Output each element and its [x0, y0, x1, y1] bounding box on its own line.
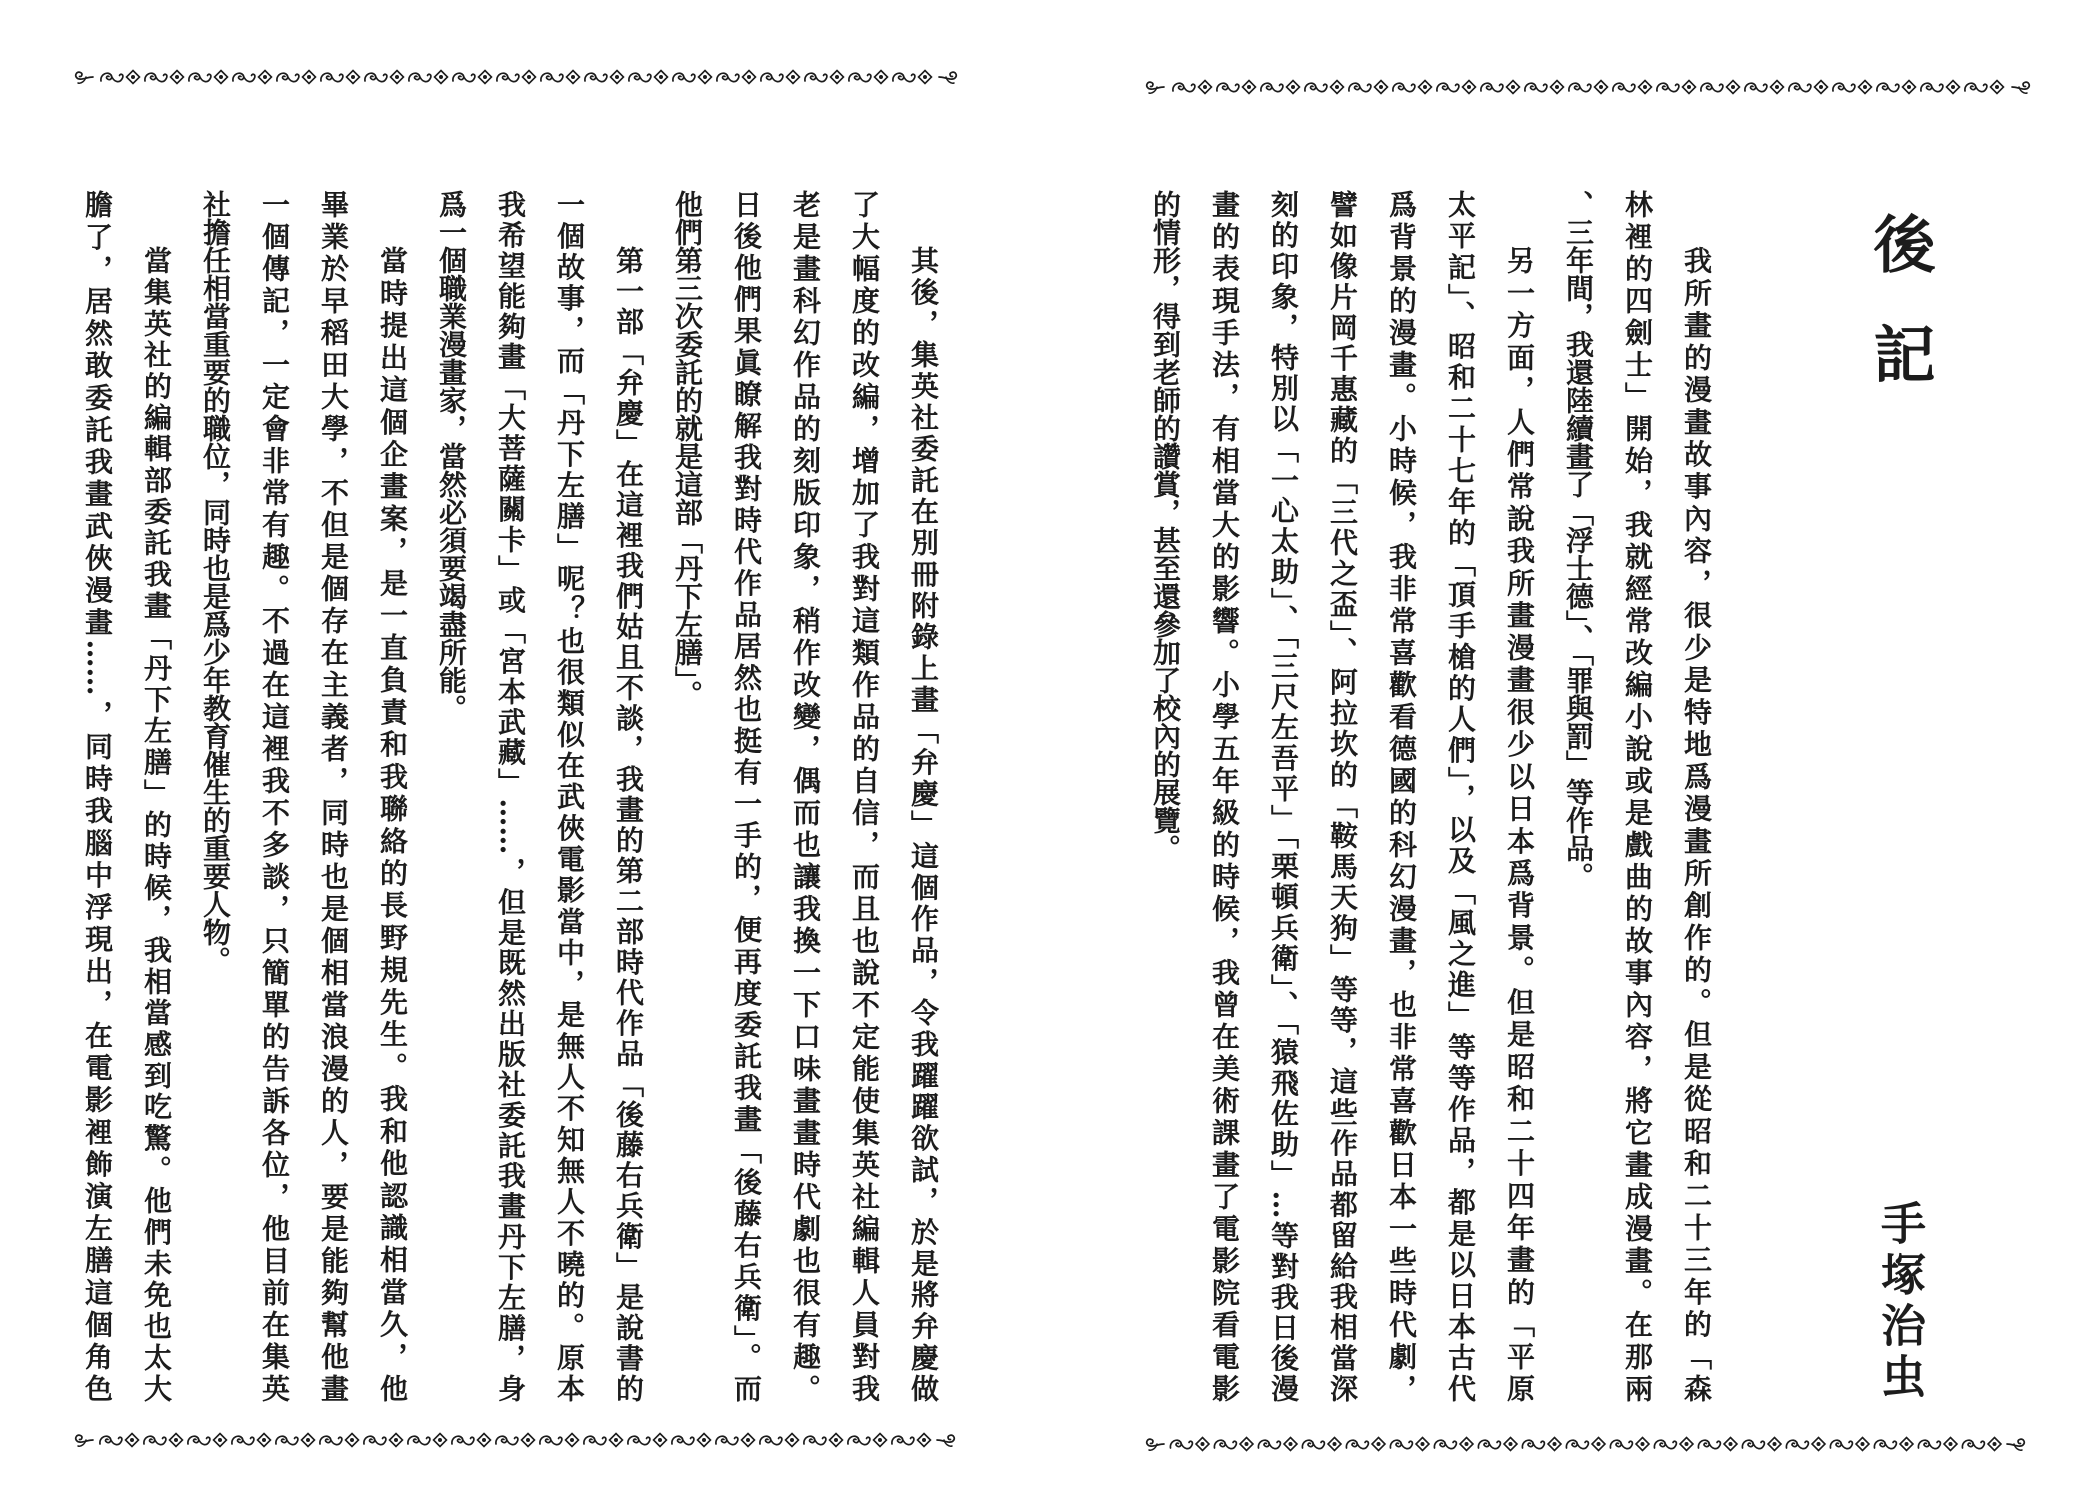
text-line: 爲背景的漫畫。小時候，我非常喜歡看德國的科幻漫畫，也非常喜歡日本一些時代劇， [1385, 190, 1418, 1402]
text-line: 一個傳記，一定會非常有趣。不過在這裡我不多談，只簡單的告訴各位，他目前在集英 [258, 190, 291, 1402]
text-line: 畫的表現手法，有相當大的影響。小學五年級的時候，我曾在美術課畫了電影院看電影 [1208, 190, 1241, 1402]
text-line: 日後他們果眞瞭解我對時代作品居然也挺有一手的，便再度委託我畫「後藤右兵衛」。而 [730, 190, 763, 1402]
text-line: 林裡的四劍士」開始，我就經常改編小說或是戲曲的故事內容，將它畫成漫畫。在那兩 [1621, 190, 1654, 1402]
paragraph [68, 190, 186, 1402]
text-line: 第一部「弁慶」在這裡我們姑且不談，我畫的第二部時代作品「後藤右兵衛」是說書的 [612, 246, 645, 1402]
text-line: 當集英社的編輯部委託我畫「丹下左膳」的時候，我相當感到吃驚。他們未免也太大 [140, 246, 173, 1402]
paragraph [658, 190, 953, 1402]
text-line: 一個故事，而「丹下左膳」呢？也很類似在武俠電影當中，是無人不知無人不曉的。原本 [553, 190, 586, 1402]
bottom-ornament-border [1143, 1433, 2028, 1455]
text-line: 其後，集英社委託在別冊附錄上畫「弁慶」這個作品，令我躍躍欲試，於是將弁慶做 [907, 246, 940, 1402]
paragraph [1136, 190, 1549, 1402]
right-page [1040, 0, 2081, 1500]
text-line: 刻的印象，特別以「一心太助」、「三尺左吾平」「栗頓兵衛」、「猿飛佐助」…等對我日後漫 [1267, 190, 1300, 1402]
text-line: 當時提出這個企畫案，是一直負責和我聯絡的長野規先生。我和他認識相當久，他 [376, 246, 409, 1402]
text-line: 太平記」、昭和二十七年的「頂手槍的人們」，以及「風之進」等等作品，都是以日本古代 [1444, 190, 1477, 1402]
text-line: 膽了，居然敢委託我畫武俠漫畫……，同時我腦中浮現出，在電影裡飾演左膳這個角色 [81, 190, 114, 1402]
text-columns [68, 190, 953, 1402]
text-line: 了大幅度的改編，增加了我對這類作品的自信，而且也說不定能使集英社編輯人員對我 [848, 190, 881, 1402]
text-line: 我希望能夠畫「大菩薩關卡」或「宮本武藏」……，但是既然出版社委託我畫丹下左膳，身 [494, 190, 527, 1402]
text-line: 譬如像片岡千惠藏的「三代之盃」、阿拉坎的「鞍馬天狗」等等，這些作品都留給我相當深 [1326, 190, 1359, 1402]
text-line: 我所畫的漫畫故事內容，很少是特地爲漫畫所創作的。但是從昭和二十三年的「森 [1680, 246, 1713, 1402]
text-line: 另一方面，人們常說我所畫漫畫很少以日本爲背景。但是昭和二十四年畫的「平原 [1503, 246, 1536, 1402]
paragraph [1549, 190, 1726, 1402]
top-ornament-border [1143, 76, 2033, 98]
text-line: 爲一個職業漫畫家，當然必須要竭盡所能。 [435, 190, 468, 722]
author-name: 手塚治虫 [1873, 1200, 1926, 1404]
paragraph [422, 190, 658, 1402]
text-columns [1136, 190, 1726, 1402]
text-line: 的情形，得到老師的讚賞，甚至還參加了校內的展覽。 [1149, 190, 1182, 862]
text-line: 社擔任相當重要的職位，同時也是爲少年教育催生的重要人物。 [199, 190, 232, 974]
bottom-ornament-border [72, 1429, 958, 1451]
paragraph [186, 190, 422, 1402]
text-line: 畢業於早稻田大學，不但是個存在主義者，同時也是個相當浪漫的人，要是能夠幫他畫 [317, 190, 350, 1402]
page-title: 後記 [1863, 212, 1936, 432]
text-line: 他們第三次委託的就是這部「丹下左膳」。 [671, 190, 704, 708]
text-line: 老是畫科幻作品的刻版印象，稍作改變，偶而也讓我換一下口味畫畫時代劇也很有趣。 [789, 190, 822, 1402]
left-page [0, 0, 1040, 1500]
top-ornament-border [72, 66, 960, 88]
text-line: 、三年間，我還陸續畫了「浮士德」、「罪與罰」等作品。 [1562, 190, 1595, 890]
